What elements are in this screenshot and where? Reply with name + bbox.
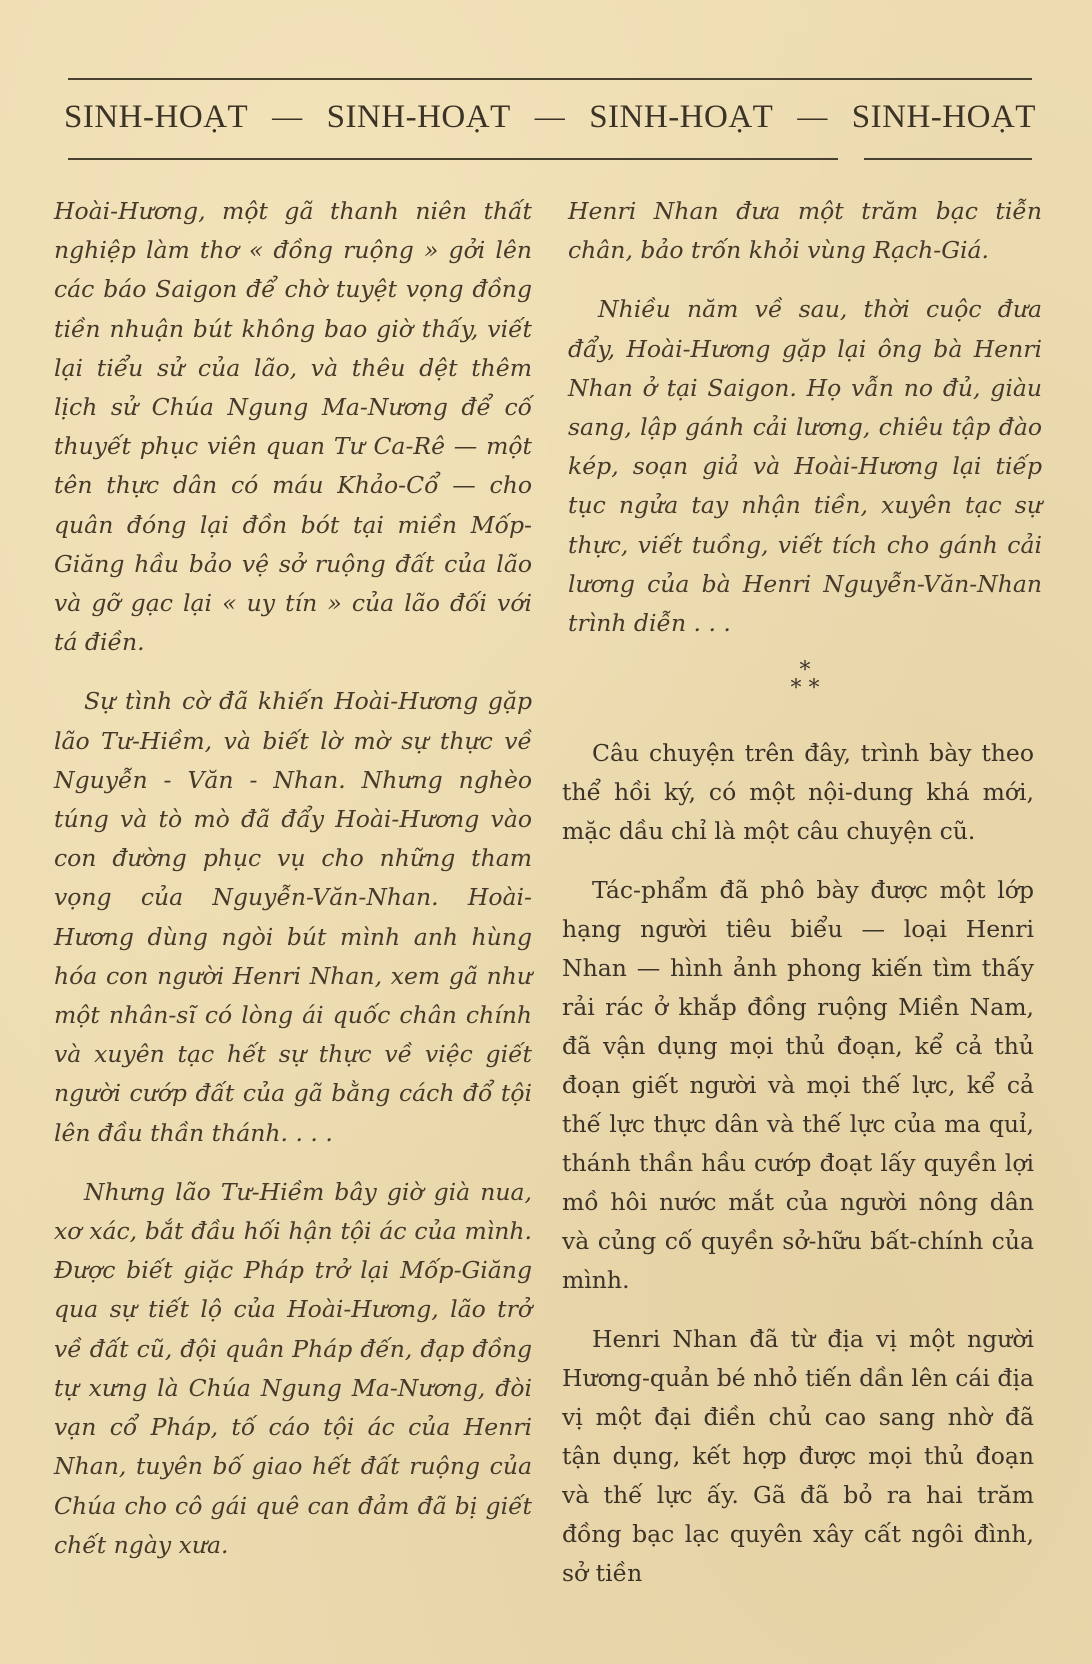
- right-paragraph-1: Henri Nhan đưa một trăm bạc tiễn chân, bảo trốn khỏi vùng Rạch-Giá.: [568, 197, 1042, 265]
- header-section-4: SINH-HOẠT: [851, 98, 1036, 135]
- header-section-2: SINH-HOẠT: [326, 98, 511, 135]
- header-bottom-rule-right: [864, 158, 1032, 160]
- running-header: [64, 92, 1036, 142]
- asterisk-bottom: * *: [790, 676, 820, 701]
- review-paragraph-3: Henri Nhan đã từ địa vị một người Hương-quản bé nhỏ tiến dần lên cái địa vị một đại điền chủ cao sang nhờ đã tận dụng, kết hợp được mọi thủ đoạn và thế lực ấy. Gã đã bỏ ra hai trăm đồng bạc lạc quyên xây cất ngôi đình, sở tiền: [562, 1325, 1034, 1587]
- left-column: [54, 192, 532, 1585]
- left-paragraph-3: Nhưng lão Tư-Hiềm bây giờ già nua, xơ xác, bắt đầu hối hận tội ác của mình. Được biết giặc Pháp trở lại Mốp-Giăng qua sự tiết lộ của Hoài-Hương, lão trở về đất cũ, đội quân Pháp đến, đạp đồng tự xưng là Chúa Ngung Ma-Nương, đòi vạn cổ Pháp, tố cáo tội ác của Henri Nhan, tuyên bố giao hết đất ruộng của Chúa cho cô gái quê can đảm đã bị giết chết ngày xưa.: [54, 1177, 532, 1559]
- header-separator-3: —: [797, 100, 828, 133]
- right-paragraph-2: Nhiều năm về sau, thời cuộc đưa đẩy, Hoài-Hương gặp lại ông bà Henri Nhan ở tại Saigon. Họ vẫn no đủ, giàu sang, lập gánh cải lương, chiêu tập đào kép, soạn giả và Hoài-Hương lại tiếp tục ngửa tay nhận tiền, xuyên tạc sự thực, viết tuồng, viết tích cho gánh cải lương của bà Henri Nguyễn-Văn-Nhan trình diễn . . .: [568, 295, 1042, 638]
- header-separator-2: —: [534, 100, 566, 133]
- review-paragraph-2: Tác-phẩm đã phô bày được một lớp hạng người tiêu biểu — loại Henri Nhan — hình ảnh phong kiến tìm thấy rải rác ở khắp đồng ruộng Miền Nam, đã vận dụng mọi thủ đoạn, kể cả thủ đoạn giết người và mọi thế lực, kể cả thế lực thực dân và thế lực của ma quỉ, thánh thần hầu cướp đoạt lấy quyền lợi mồ hôi nước mắt của người nông dân và củng cố quyền sở-hữu bất-chính của mình.: [562, 876, 1034, 1294]
- header-top-rule: [68, 78, 1032, 80]
- left-paragraph-1: Hoài-Hương, một gã thanh niên thất nghiệp làm thơ « đồng ruộng » gởi lên các báo Saigon để chờ tuyệt vọng đồng tiền nhuận bút không bao giờ thấy, viết lại tiểu sử của lão, và thêu dệt thêm lịch sử Chúa Ngung Ma-Nương để cố thuyết phục viên quan Tư Ca-Rê — một tên thực dân có máu Khảo-Cổ — cho quân đóng lại đồn bót tại miền Mốp-Giăng hầu bảo vệ sở ruộng đất của lão và gỡ gạc lại « uy tín » của lão đối với tá điền.: [54, 197, 532, 657]
- header-section-3: SINH-HOẠT: [589, 98, 774, 135]
- right-column-review: [562, 734, 1034, 1613]
- section-divider-asterisks: [770, 658, 840, 701]
- header-bottom-rule-left: [68, 158, 838, 160]
- header-section-1: SINH-HOẠT: [64, 98, 249, 135]
- review-paragraph-1: Câu chuyện trên đây, trình bày theo thể hồi ký, có một nội-dung khá mới, mặc dầu chỉ là một câu chuyện cũ.: [562, 739, 1034, 845]
- left-paragraph-2: Sự tình cờ đã khiến Hoài-Hương gặp lão Tư-Hiềm, và biết lờ mờ sự thực về Nguyễn - Văn - Nhan. Nhưng nghèo túng và tò mò đã đẩy Hoài-Hương vào con đường phục vụ cho những tham vọng của Nguyễn-Văn-Nhan. Hoài-Hương dùng ngòi bút mình anh hùng hóa con người Henri Nhan, xem gã như một nhân-sĩ có lòng ái quốc chân chính và xuyên tạc hết sự thực về việc giết người cướp đất của gã bằng cách đổ tội lên đầu thần thánh. . . .: [54, 687, 532, 1147]
- header-separator-1: —: [272, 100, 303, 133]
- right-column-top: [568, 192, 1042, 663]
- asterisk-top: *: [799, 658, 811, 683]
